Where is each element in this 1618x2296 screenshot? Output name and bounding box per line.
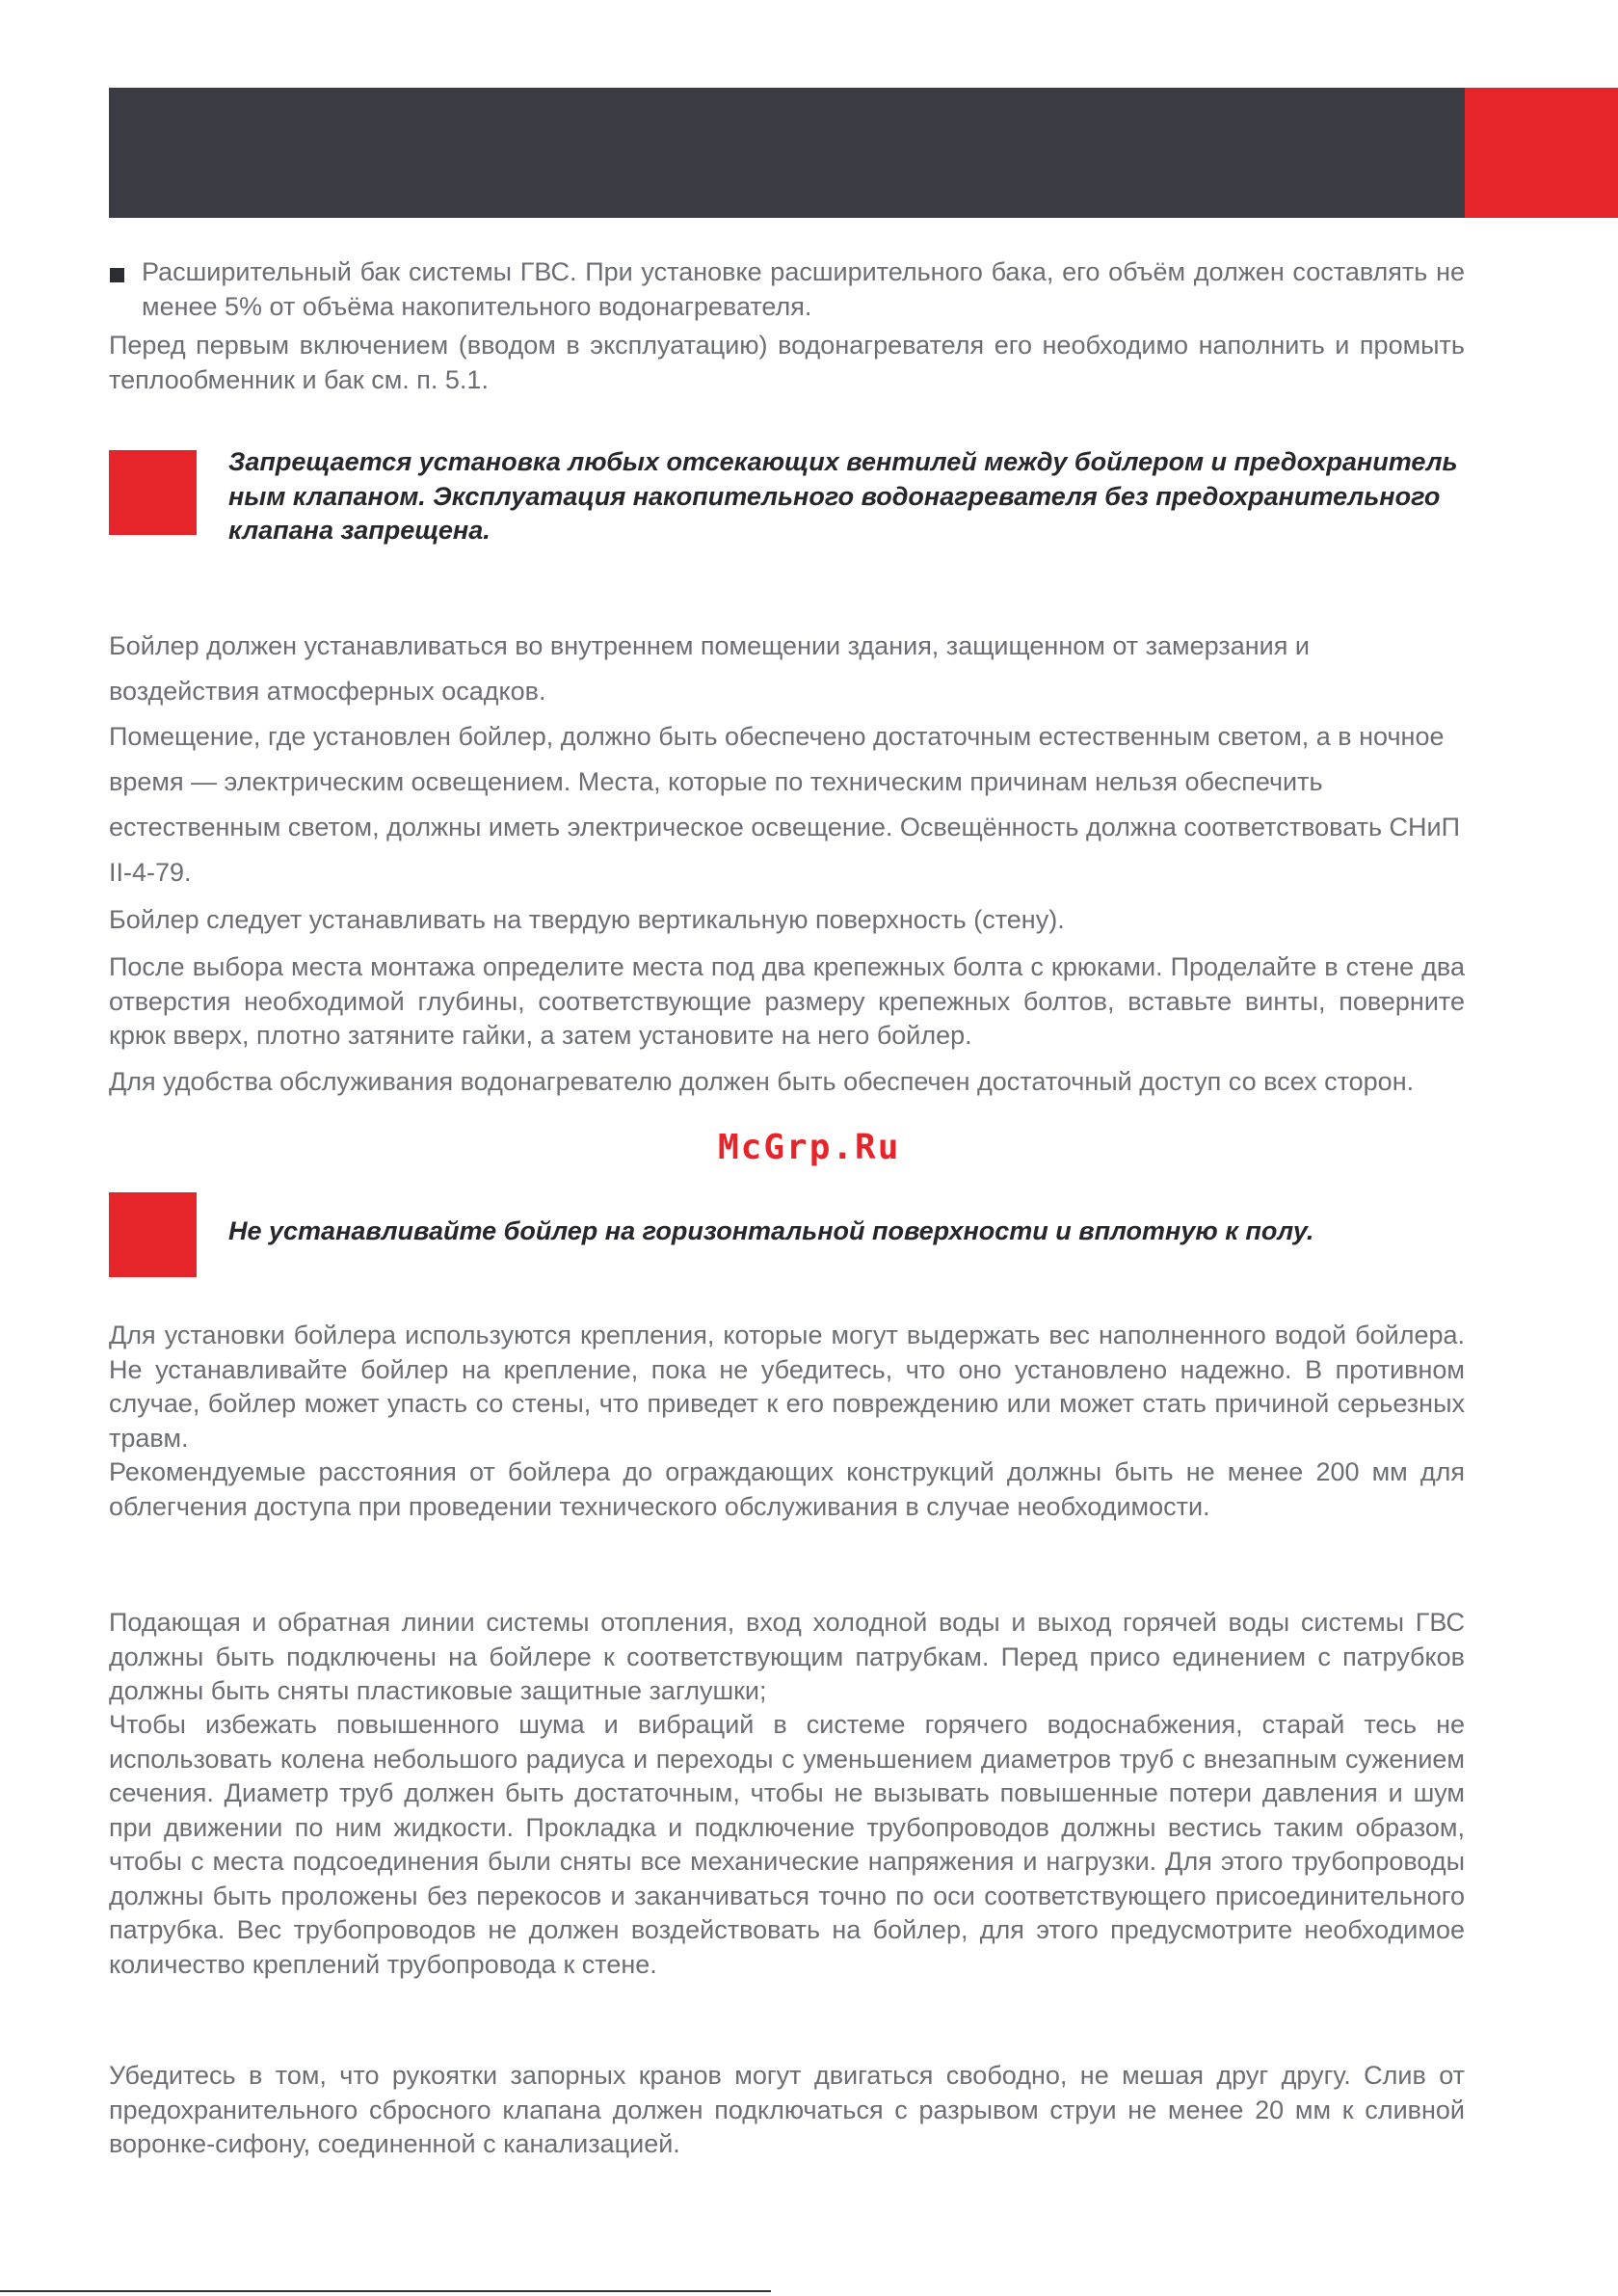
paragraph-access: Для удобства обслуживания водонагревателю должен быть обеспечен достаточный доступ со всех сторон. (109, 1067, 1415, 1096)
header-accent (1465, 88, 1618, 218)
paragraph-bolts: После выбора места монтажа определите места под два крепежных болта с крюками. Проделайте в стене два отверстия необходимой глубины, соответствующие размеру крепежных болтов, вставьте винты, поверните крюк вверх, плотно затяните гайки, а затем установите на него бойлер. (109, 952, 1465, 1050)
warning-text-horizontal: Не устанавливайте бойлер на горизонтальной поверхности и вплотную к полу. (228, 1216, 1314, 1245)
paragraph-wall-surface: Бойлер следует устанавливать на твердую вертикальную поверхность (стену). (109, 905, 1065, 934)
header-bar (109, 88, 1465, 218)
paragraph-mounting: Для установки бойлера используются крепления, которые могут выдержать вес наполненного водой бойлера. Не устанавливайте бойлер на крепление, пока не убедитесь, что оно установлено надежно. В противном случае, бойлер может упасть со стены, что приведет к его повреждению или может стать причиной серьезных травм. (109, 1321, 1465, 1453)
warning-square-icon (109, 450, 197, 535)
paragraph-valves-drain: Убедитесь в том, что рукоятки запорных кранов могут двигаться свободно, не мешая друг другу. Слив от предохранительного сбросного клапана должен подключаться с разрывом струи не менее 20 мм к сливной воронке-сифону, соединенной с канализацией. (109, 2061, 1465, 2158)
bullet-square-icon (110, 268, 124, 282)
paragraph-connections: Подающая и обратная линии системы отопления, вход холодной воды и выход горячей воды системы ГВС должны быть подключены на бойлере к соответствующим патрубкам. Перед присо единением с патрубков должны быть сняты пластиковые защитные заглушки; (109, 1608, 1465, 1705)
paragraph-distances: Рекомендуемые расстояния от бойлера до ограждающих конструкций должны быть не менее 200 мм для облегчения доступа при проведении технического обслуживания в случае необходимости. (109, 1457, 1465, 1521)
paragraph-first-start: Перед первым включением (вводом в эксплуатацию) водонагревателя его необходимо наполнить и промыть теплообменник и бак см. п. 5.1. (109, 331, 1465, 394)
paragraph-pipes: Чтобы избежать повышенного шума и вибраций в системе горячего водоснабжения, старай тесь не использовать колена небольшого радиуса и переходы с уменьшением диаметров труб с внезапным сужением сечения. Диаметр труб должен быть достаточным, чтобы не вызывать повышенные потери давления и шум при движении по ним жидкости. Прокладка и подключение трубопроводов должны вестись таким образом, чтобы с места подсоединения были сняты все механические напряжения и нагрузки. Для этого трубопроводы должны быть проложены без перекосов и заканчиваться точно по оси соответствующего присоединительного патрубка. Вес трубопроводов не должен воздействовать на бойлер, для этого предусмотрите необходимое количество креплений трубопровода к стене. (109, 1710, 1465, 1979)
warning-text-valves: Запрещается установка любых отсекающих вентилей между бойлером и предохранитель ным клапаном. Эксплуатация накопительного водонагревателя без предохранительного клапана запрещена. (228, 447, 1458, 545)
paragraph-lighting: Помещение, где установлен бойлер, должно быть обеспечено достаточным естественным светом, а в ночное время — электрическим освещением. Места, которые по техническим причинам нельзя обеспечить естественным светом, должны иметь электрическое освещение. Освещённость должна соответствовать СНиП II-4-79. (109, 722, 1461, 887)
watermark: McGrp.Ru (718, 1128, 901, 1167)
footer-line (0, 2290, 771, 2292)
paragraph-install-room: Бойлер должен устанавливаться во внутреннем помещении здания, защищенном от замерзания и воздействия атмосферных осадков. (109, 631, 1310, 706)
warning-square-icon (109, 1192, 197, 1277)
bullet-item-expansion-tank: Расширительный бак системы ГВС. При установке расширительного бака, его объём должен составлять не менее 5% от объёма накопительного водонагревателя. (142, 257, 1465, 321)
